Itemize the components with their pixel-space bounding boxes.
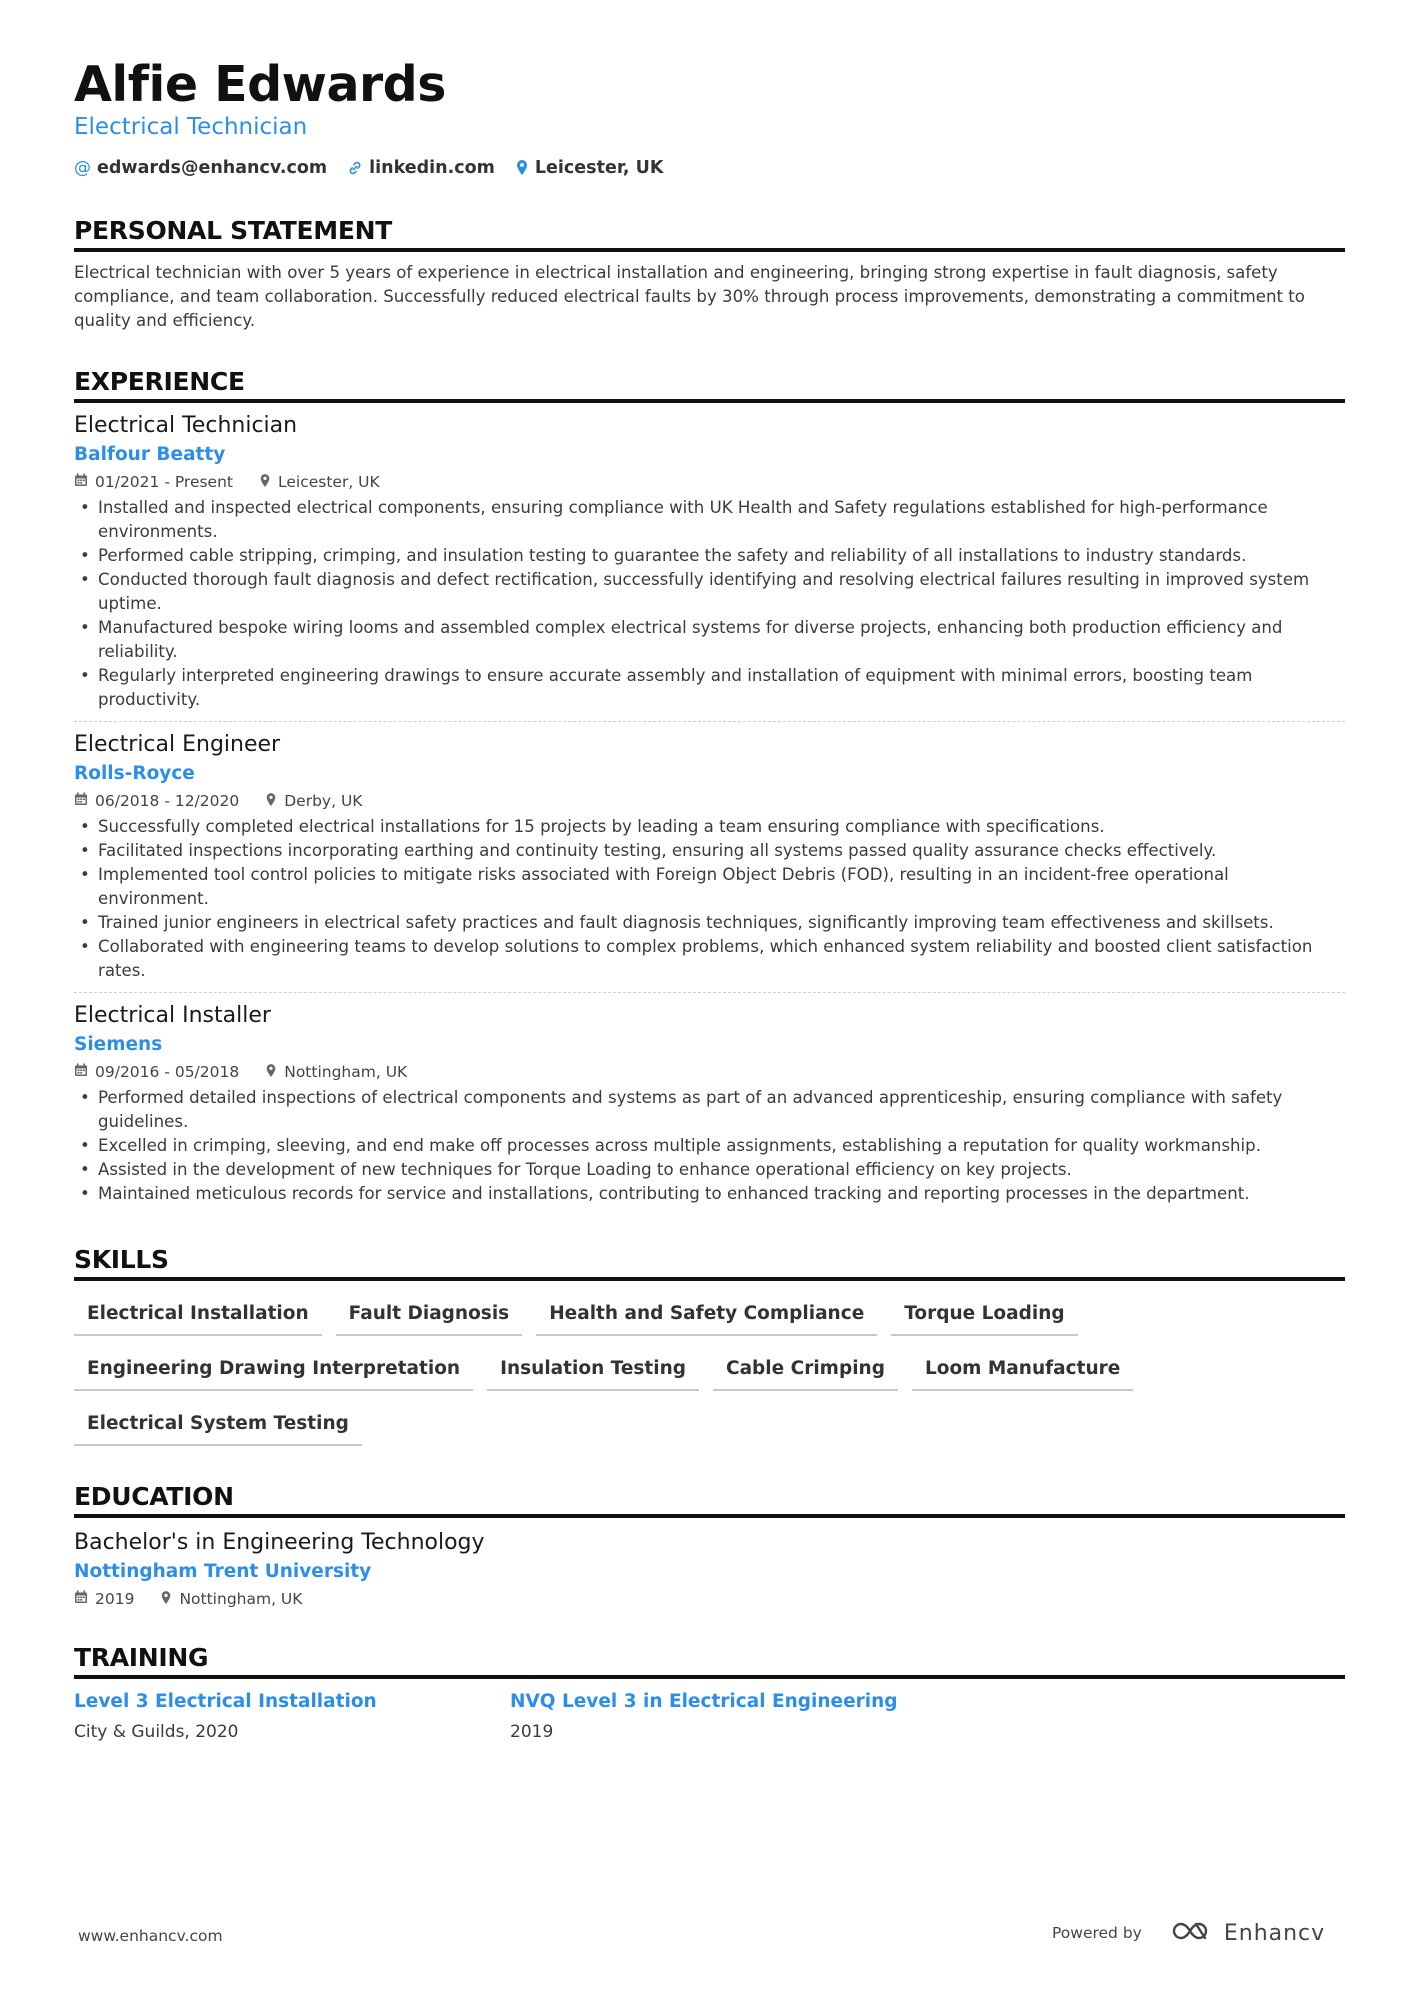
job-entry (74, 403, 1345, 721)
footer-website[interactable]: www.enhancv.com (78, 1927, 223, 1945)
company-name: Siemens (74, 1033, 163, 1055)
bullet-item: • Installed and inspected electrical components, ensuring compliance with UK Health and Safety regulations established for high-performance environments. (74, 496, 1345, 544)
section-title: SKILLS (74, 1245, 1345, 1281)
enhancv-logo-icon (1170, 1920, 1214, 1946)
map-pin-icon (515, 159, 529, 176)
company-name: Balfour Beatty (74, 443, 226, 465)
calendar-icon (74, 792, 88, 810)
bullet-item: • Performed detailed inspections of electrical components and systems as part of an advanced apprenticeship, ensuring compliance with safety guidelines. (74, 1086, 1345, 1134)
training-item (74, 1691, 510, 1742)
training-list (74, 1691, 1345, 1742)
bullet-item: • Regularly interpreted engineering drawings to ensure accurate assembly and installation of equipment with minimal errors, boosting team productivity. (74, 664, 1345, 712)
job-title: Electrical Engineer (74, 731, 281, 757)
map-pin-icon (259, 473, 271, 492)
email-text: edwards@enhancv.com (97, 157, 328, 178)
job-bullets (74, 815, 1345, 983)
bullet-item: • Conducted thorough fault diagnosis and defect rectification, successfully identifying and resolving electrical failures resulting in improved system uptime. (74, 568, 1345, 616)
calendar-icon (74, 1063, 88, 1081)
skill-tag: Torque Loading (891, 1295, 1077, 1336)
skill-tag: Fault Diagnosis (336, 1295, 523, 1336)
skill-tag: Loom Manufacture (912, 1350, 1133, 1391)
contact-email[interactable] (74, 158, 327, 178)
skill-tag: Insulation Testing (487, 1350, 699, 1391)
bullet-item: • Implemented tool control policies to mitigate risks associated with Foreign Object Debris (FOD), resulting in an incident-free operational environment. (74, 863, 1345, 911)
bullet-item: • Manufactured bespoke wiring looms and assembled complex electrical systems for diverse projects, enhancing both production efficiency and reliability. (74, 616, 1345, 664)
location-text: Nottingham, UK (284, 1063, 408, 1082)
personal-statement-text: Electrical technician with over 5 years of experience in electrical installation and engineering, bringing strong expertise in fault diagnosis, safety compliance, and team collaboration. Successfully reduced electrical faults by 30% through process improvements, demonstrating a commitment to quality and efficiency. (74, 262, 1305, 330)
section-education (74, 1482, 1345, 1609)
skill-tag: Cable Crimping (713, 1350, 898, 1391)
map-pin-icon (265, 792, 277, 811)
at-icon: @ (74, 157, 91, 178)
training-detail: City & Guilds, 2020 (74, 1721, 239, 1742)
education-year (74, 1590, 134, 1608)
job-entry (74, 992, 1345, 1215)
job-dates (74, 1063, 239, 1081)
bullet-item: • Trained junior engineers in electrical safety practices and fault diagnosis techniques, significantly improving team effectiveness and skillsets. (74, 911, 1345, 935)
contact-linkedin[interactable] (347, 158, 495, 178)
job-title: Electrical Installer (74, 1002, 271, 1028)
dates-text: 01/2021 - Present (95, 473, 233, 492)
bullet-item: • Assisted in the development of new techniques for Torque Loading to enhance operational efficiency on key projects. (74, 1158, 1345, 1182)
contact-bar (74, 158, 1345, 178)
degree-title: Bachelor's in Engineering Technology (74, 1529, 485, 1555)
footer-brand[interactable] (1052, 1920, 1325, 1946)
bullet-item: • Facilitated inspections incorporating earthing and continuity testing, ensuring all systems passed quality assurance checks effectively. (74, 839, 1345, 863)
bullet-item: • Collaborated with engineering teams to develop solutions to complex problems, which enhanced system reliability and boosted client satisfaction rates. (74, 935, 1345, 983)
skill-tag: Electrical Installation (74, 1295, 322, 1336)
resume-page (74, 58, 1345, 1742)
job-dates (74, 792, 239, 810)
location-text: Leicester, UK (534, 157, 664, 178)
section-personal-statement (74, 216, 1345, 333)
resume-header (74, 58, 1345, 178)
education-meta (74, 1590, 1345, 1609)
calendar-icon (74, 1590, 88, 1608)
training-item (510, 1691, 946, 1742)
training-detail: 2019 (510, 1721, 554, 1742)
candidate-name: Alfie Edwards (74, 56, 446, 113)
location-text: Derby, UK (284, 792, 363, 811)
job-meta (74, 792, 1345, 811)
section-experience (74, 367, 1345, 1215)
job-bullets (74, 496, 1345, 712)
powered-by-text: Powered by (1052, 1924, 1142, 1942)
job-title: Electrical Technician (74, 412, 298, 438)
bullet-item: • Excelled in crimping, sleeving, and end make off processes across multiple assignments, establishing a reputation for quality workmanship. (74, 1134, 1345, 1158)
bullet-item: • Performed cable stripping, crimping, and insulation testing to guarantee the safety and reliability of all installations to industry standards. (74, 544, 1345, 568)
candidate-role: Electrical Technician (74, 113, 308, 140)
training-name: Level 3 Electrical Installation (74, 1690, 377, 1712)
skills-list (74, 1295, 1345, 1446)
contact-location (515, 158, 663, 178)
location-text: Nottingham, UK (179, 1590, 303, 1609)
job-location (259, 473, 380, 492)
job-meta (74, 1063, 1345, 1082)
section-title: PERSONAL STATEMENT (74, 216, 1345, 252)
section-title: EDUCATION (74, 1482, 1345, 1518)
job-entry (74, 721, 1345, 992)
skill-tag: Electrical System Testing (74, 1405, 362, 1446)
job-location (265, 1063, 407, 1082)
bullet-item: • Successfully completed electrical installations for 15 projects by leading a team ensuring compliance with specifications. (74, 815, 1345, 839)
brand-name: Enhancv (1223, 1920, 1326, 1946)
education-entry (74, 1530, 1345, 1609)
job-bullets (74, 1086, 1345, 1206)
job-location (265, 792, 362, 811)
bullet-item: • Maintained meticulous records for service and installations, contributing to enhanced tracking and reporting processes in the department. (74, 1182, 1345, 1206)
map-pin-icon (265, 1063, 277, 1082)
skill-tag: Health and Safety Compliance (536, 1295, 877, 1336)
map-pin-icon (160, 1590, 172, 1609)
training-name: NVQ Level 3 in Electrical Engineering (510, 1690, 898, 1712)
skill-tag: Engineering Drawing Interpretation (74, 1350, 473, 1391)
job-meta (74, 473, 1345, 492)
location-text: Leicester, UK (278, 473, 380, 492)
school-name: Nottingham Trent University (74, 1560, 372, 1582)
calendar-icon (74, 473, 88, 491)
section-training (74, 1643, 1345, 1742)
dates-text: 06/2018 - 12/2020 (95, 792, 240, 811)
section-skills (74, 1245, 1345, 1446)
company-name: Rolls-Royce (74, 762, 195, 784)
year-text: 2019 (95, 1590, 135, 1609)
job-dates (74, 473, 233, 491)
dates-text: 09/2016 - 05/2018 (95, 1063, 240, 1082)
section-title: TRAINING (74, 1643, 1345, 1679)
education-location (160, 1590, 302, 1609)
link-icon (347, 160, 363, 176)
section-title: EXPERIENCE (74, 367, 1345, 403)
linkedin-text: linkedin.com (369, 157, 495, 178)
